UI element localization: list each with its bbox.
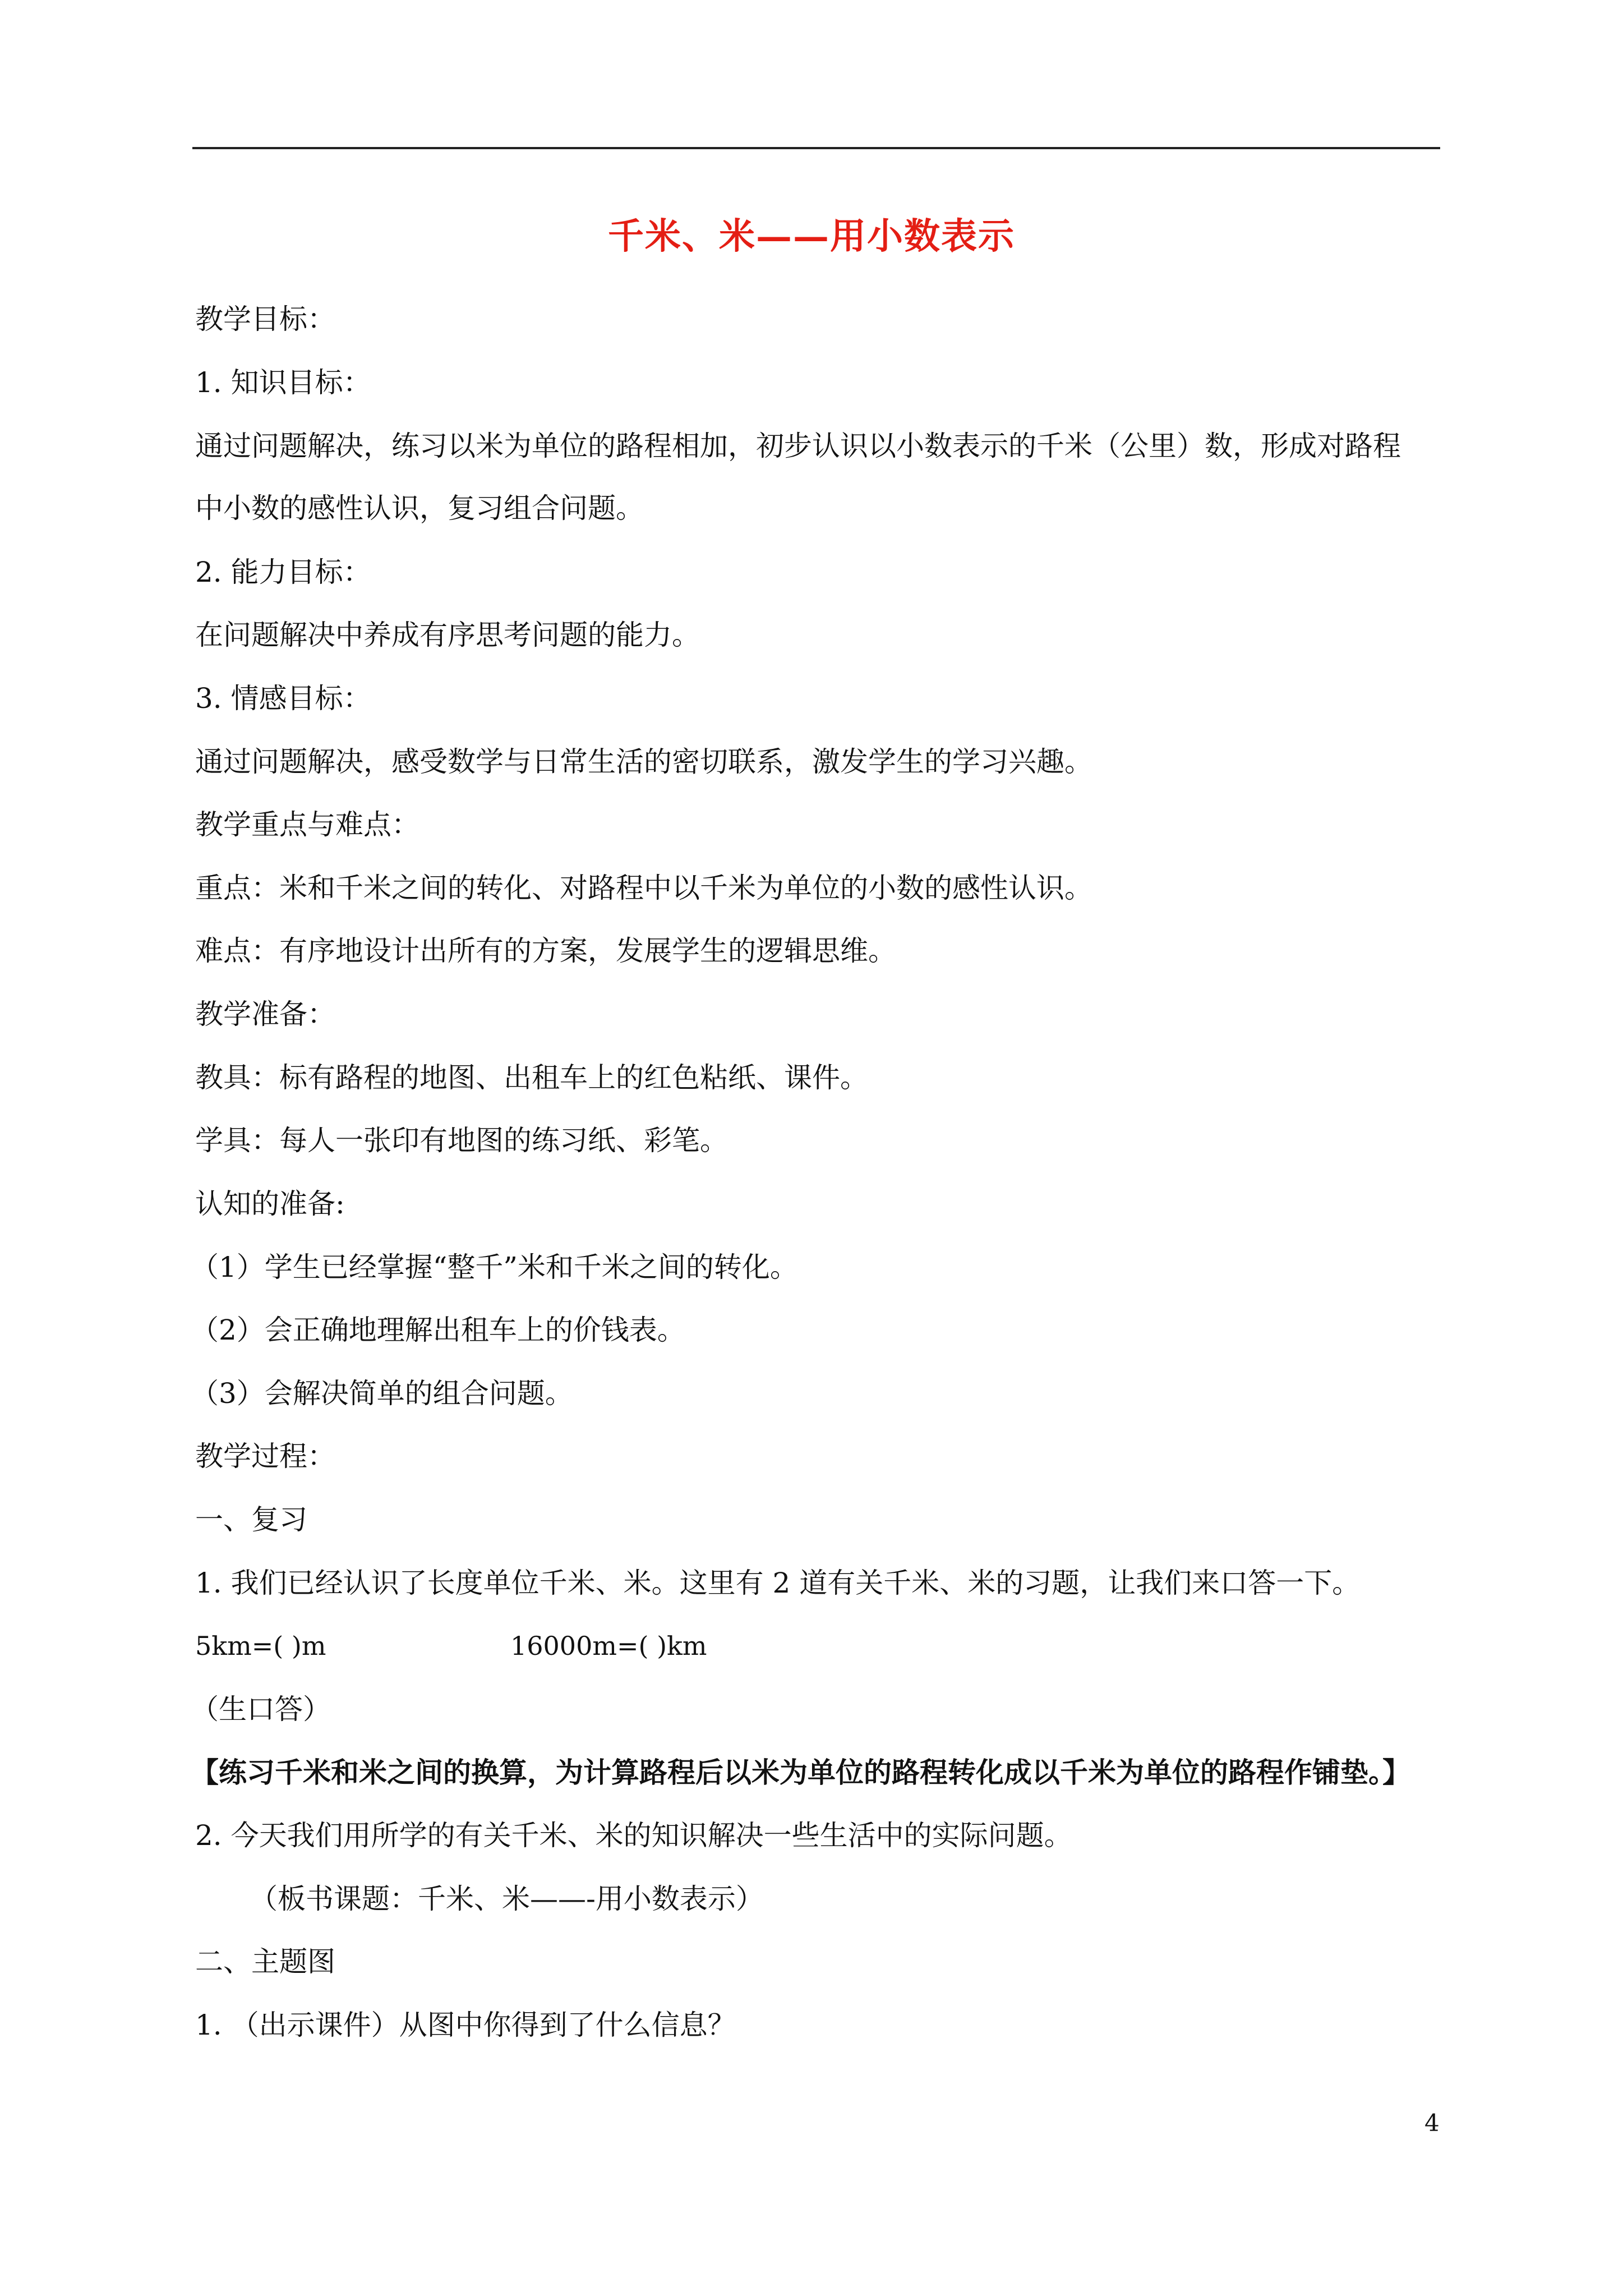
text-line: 教学重点与难点： <box>195 808 419 841</box>
text-line: 3. 情感目标： <box>195 682 371 715</box>
text-line: 重点：米和千米之间的转化、对路程中以千米为单位的小数的感性认识。 <box>195 872 1092 904</box>
text-line: 在问题解决中养成有序思考问题的能力。 <box>195 619 700 651</box>
text-line: （板书课题：千米、米——-用小数表示） <box>250 1883 764 1915</box>
text-line: 1. （出示课件）从图中你得到了什么信息？ <box>195 2009 736 2041</box>
header-rule <box>192 147 1440 149</box>
text-line: （1）学生已经掌握“整千”米和千米之间的转化。 <box>191 1251 798 1283</box>
text-line: （生口答） <box>191 1693 331 1726</box>
text-line: 教学过程： <box>195 1440 335 1473</box>
exercise-m-to-km: 16000m=( )km <box>510 1631 707 1661</box>
exercise-km-to-m: 5km=( )m <box>195 1631 326 1661</box>
text-line: 2. 今天我们用所学的有关千米、米的知识解决一些生活中的实际问题。 <box>195 1819 1072 1852</box>
text-line: 1. 我们已经认识了长度单位千米、米。这里有 2 道有关千米、米的习题，让我们来口答一下。 <box>195 1567 1361 1599</box>
text-line: 1. 知识目标： <box>195 366 371 399</box>
page-title: 千米、米——用小数表示 <box>608 215 1015 257</box>
text-line: （3）会解决简单的组合问题。 <box>191 1377 573 1410</box>
text-line: 教具：标有路程的地图、出租车上的红色粘纸、课件。 <box>195 1061 868 1094</box>
page-number: 4 <box>1424 2109 1440 2137</box>
text-line: 难点：有序地设计出所有的方案，发展学生的逻辑思维。 <box>195 935 896 967</box>
text-line: 教学目标： <box>195 303 335 335</box>
text-line: 2. 能力目标： <box>195 556 371 588</box>
text-line: 通过问题解决，感受数学与日常生活的密切联系，激发学生的学习兴趣。 <box>195 746 1092 778</box>
text-line: 认知的准备: <box>195 1188 345 1220</box>
text-line: 通过问题解决，练习以米为单位的路程相加，初步认识以小数表示的千米（公里）数，形成对路程 <box>195 430 1401 462</box>
text-line: （2）会正确地理解出租车上的价钱表。 <box>191 1314 685 1346</box>
text-line: 教学准备： <box>195 998 335 1030</box>
text-line: 中小数的感性认识，复习组合问题。 <box>195 492 644 524</box>
text-line: 一、复习 <box>195 1503 307 1536</box>
text-line: 学具：每人一张印有地图的练习纸、彩笔。 <box>195 1124 728 1157</box>
text-line: 二、主题图 <box>195 1945 335 1978</box>
note-line: 【练习千米和米之间的换算，为计算路程后以米为单位的路程转化成以千米为单位的路程作铺垫。】 <box>191 1756 1410 1789</box>
